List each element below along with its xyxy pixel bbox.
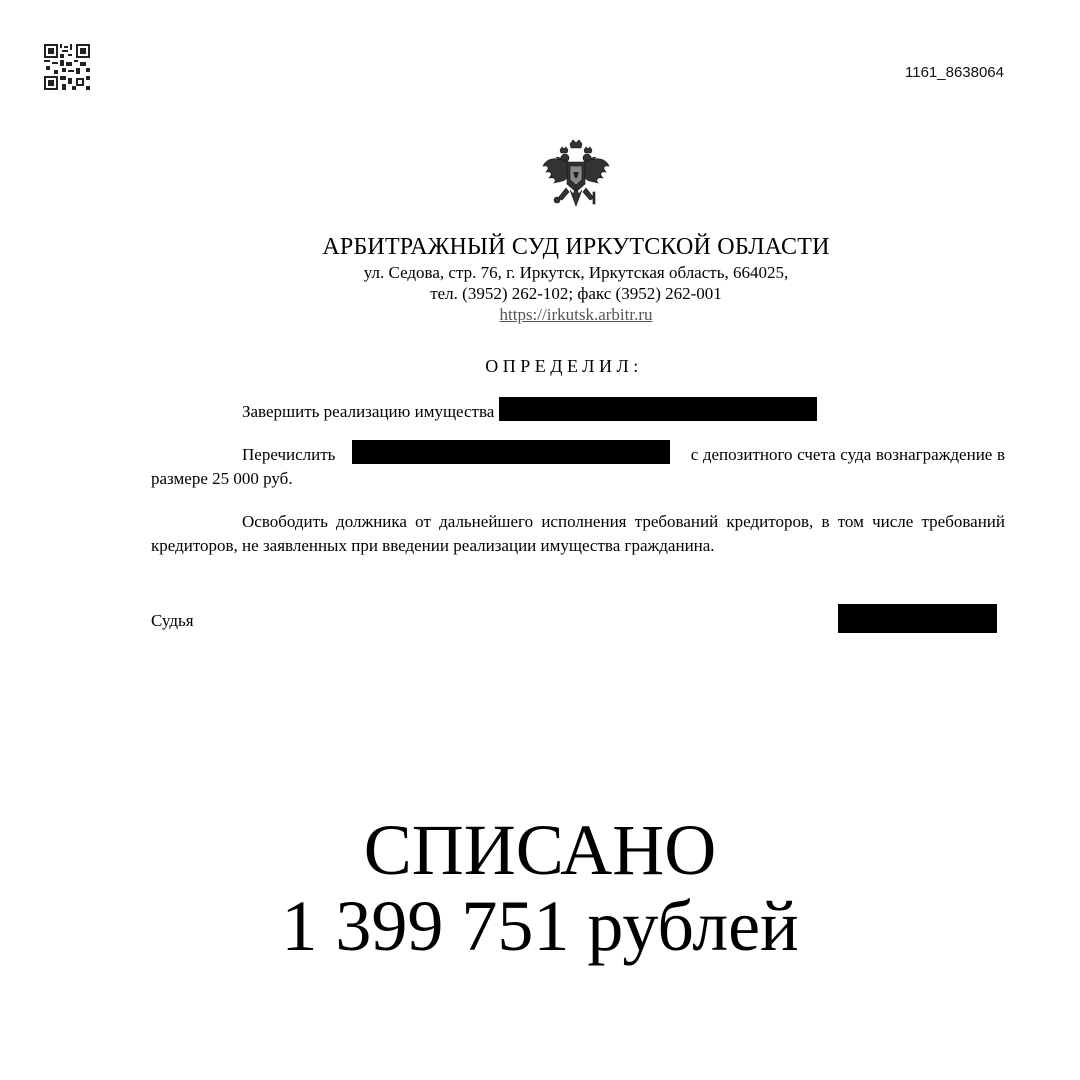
document-id: 1161_8638064 [905,64,1004,81]
paragraph-transfer-fee [151,440,1005,491]
qr-code-icon [44,44,90,90]
court-header [0,232,1080,326]
court-website-link[interactable]: https://irkutsk.arbitr.ru [499,305,653,324]
paragraph-text: Перечислить [242,445,336,464]
overlay-amount: 1 399 751 рублей [281,886,799,966]
judge-name-redaction [838,604,997,633]
debt-written-off-overlay [0,812,1080,964]
paragraph-complete-sale [151,397,1005,424]
court-name: АРБИТРАЖНЫЙ СУД ИРКУТСКОЙ ОБЛАСТИ [322,234,830,260]
paragraph-text: Завершить реализацию имущества [242,402,495,421]
russian-coat-of-arms-icon [540,138,612,212]
court-address: ул. Седова, стр. 76, г. Иркутск, Иркутская область, 664025, [363,263,789,282]
redaction-block [352,440,670,464]
court-phones: тел. (3952) 262-102; факс (3952) 262-001 [430,284,722,303]
decision-heading: ОПРЕДЕЛИЛ: [485,356,643,376]
paragraph-release-debtor: Освободить должника от дальнейшего исполнения требований кредиторов, в том числе требований кредиторов, не заявленных при введении реализации имущества гражданина. [151,512,1005,555]
judge-signature-label: Судья [151,611,194,630]
paragraph-text: с депозитного счета суда вознаграждение в размере 25 000 руб. [151,445,1006,488]
overlay-title: СПИСАНО [363,810,717,890]
redaction-block [499,397,817,421]
